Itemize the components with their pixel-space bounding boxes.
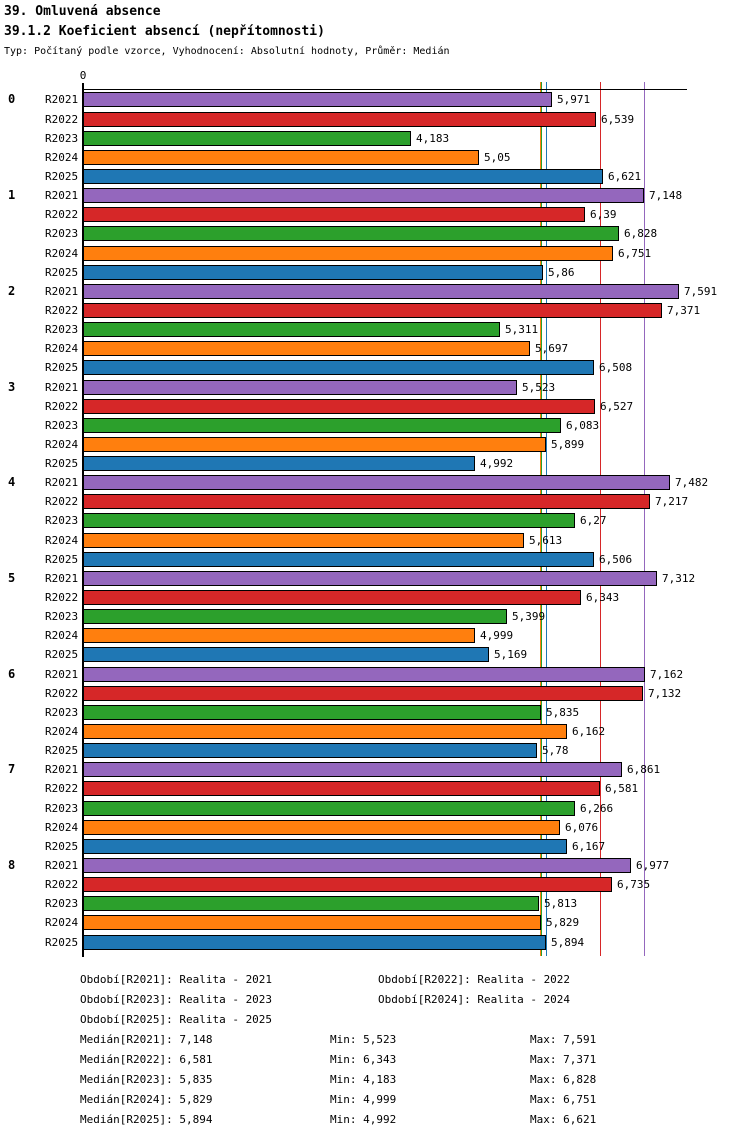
bar bbox=[83, 647, 489, 662]
group-label: 6 bbox=[8, 667, 16, 681]
bar-value-label: 5,78 bbox=[542, 744, 569, 757]
series-row-label: R2022 bbox=[45, 304, 79, 317]
bar-value-label: 5,399 bbox=[512, 610, 546, 623]
bar bbox=[83, 322, 500, 337]
series-row-label: R2021 bbox=[45, 285, 79, 298]
series-row-label: R2025 bbox=[45, 361, 79, 374]
stat-median-r2022: Medián[R2022]: 6,581 bbox=[80, 1053, 213, 1066]
bar-value-label: 6,266 bbox=[580, 802, 614, 815]
group-label: 4 bbox=[8, 475, 16, 489]
bar-value-label: 5,86 bbox=[548, 266, 575, 279]
series-row-label: R2024 bbox=[45, 821, 79, 834]
chart-subtitle: 39.1.2 Koeficient absencí (nepřítomnosti) bbox=[4, 24, 325, 39]
bar-value-label: 5,311 bbox=[505, 323, 539, 336]
stat-max-r2025: Max: 6,621 bbox=[530, 1113, 597, 1126]
series-row-label: R2023 bbox=[45, 227, 79, 240]
chart-meta-line: Typ: Počítaný podle vzorce, Vyhodnocení: Absolutní hodnoty, Průměr: Medián bbox=[4, 46, 450, 57]
group-label: 5 bbox=[8, 571, 16, 585]
bar-value-label: 6,167 bbox=[572, 840, 606, 853]
series-row-label: R2022 bbox=[45, 782, 79, 795]
bar-value-label: 5,899 bbox=[551, 438, 585, 451]
bar-value-label: 6,861 bbox=[627, 763, 661, 776]
series-row-label: R2025 bbox=[45, 553, 79, 566]
bar bbox=[83, 724, 567, 739]
series-row-label: R2021 bbox=[45, 476, 79, 489]
bar-value-label: 5,523 bbox=[522, 381, 556, 394]
series-row-label: R2025 bbox=[45, 936, 79, 949]
bar-value-label: 6,076 bbox=[565, 821, 599, 834]
series-row-label: R2024 bbox=[45, 342, 79, 355]
bar bbox=[83, 188, 644, 203]
bar bbox=[83, 399, 595, 414]
legend-period-r2023: Období[R2023]: Realita - 2023 bbox=[80, 993, 273, 1006]
series-row-label: R2025 bbox=[45, 744, 79, 757]
stat-min-r2024: Min: 4,999 bbox=[330, 1093, 397, 1106]
series-row-label: R2024 bbox=[45, 247, 79, 260]
series-row-label: R2024 bbox=[45, 725, 79, 738]
bar bbox=[83, 246, 613, 261]
series-row-label: R2021 bbox=[45, 381, 79, 394]
bar-value-label: 6,828 bbox=[624, 227, 658, 240]
series-row-label: R2022 bbox=[45, 400, 79, 413]
series-row-label: R2023 bbox=[45, 802, 79, 815]
bar bbox=[83, 686, 643, 701]
bar-value-label: 5,697 bbox=[535, 342, 569, 355]
series-row-label: R2024 bbox=[45, 629, 79, 642]
bar-value-label: 7,312 bbox=[662, 572, 696, 585]
bar-value-label: 7,148 bbox=[649, 189, 683, 202]
bar-value-label: 5,05 bbox=[484, 151, 511, 164]
bar bbox=[83, 609, 507, 624]
bar-value-label: 7,591 bbox=[684, 285, 718, 298]
median-line-r2021 bbox=[644, 82, 645, 956]
series-row-label: R2023 bbox=[45, 323, 79, 336]
bar bbox=[83, 207, 585, 222]
bar-value-label: 6,343 bbox=[586, 591, 620, 604]
bar bbox=[83, 418, 561, 433]
bar-value-label: 5,894 bbox=[551, 936, 585, 949]
series-row-label: R2024 bbox=[45, 916, 79, 929]
stat-median-r2021: Medián[R2021]: 7,148 bbox=[80, 1033, 213, 1046]
bar-value-label: 6,39 bbox=[590, 208, 617, 221]
bar-value-label: 6,162 bbox=[572, 725, 606, 738]
bar-value-label: 7,162 bbox=[650, 668, 684, 681]
bar bbox=[83, 303, 662, 318]
legend-period-r2025: Období[R2025]: Realita - 2025 bbox=[80, 1013, 273, 1026]
bar-value-label: 6,527 bbox=[600, 400, 634, 413]
series-row-label: R2024 bbox=[45, 151, 79, 164]
series-row-label: R2023 bbox=[45, 514, 79, 527]
stat-min-r2021: Min: 5,523 bbox=[330, 1033, 397, 1046]
series-row-label: R2022 bbox=[45, 113, 79, 126]
bar bbox=[83, 896, 539, 911]
legend-period-r2024: Období[R2024]: Realita - 2024 bbox=[378, 993, 571, 1006]
bar bbox=[83, 112, 596, 127]
bar-value-label: 6,508 bbox=[599, 361, 633, 374]
bar-value-label: 4,183 bbox=[416, 132, 450, 145]
bar bbox=[83, 781, 600, 796]
series-row-label: R2021 bbox=[45, 93, 79, 106]
bar bbox=[83, 667, 645, 682]
group-label: 3 bbox=[8, 380, 16, 394]
bar-value-label: 5,835 bbox=[546, 706, 580, 719]
bar-value-label: 6,581 bbox=[605, 782, 639, 795]
bar bbox=[83, 341, 530, 356]
series-row-label: R2021 bbox=[45, 572, 79, 585]
stat-min-r2023: Min: 4,183 bbox=[330, 1073, 397, 1086]
bar-value-label: 6,977 bbox=[636, 859, 670, 872]
bar bbox=[83, 628, 475, 643]
stat-min-r2022: Min: 6,343 bbox=[330, 1053, 397, 1066]
series-row-label: R2021 bbox=[45, 763, 79, 776]
y-axis-line bbox=[82, 83, 84, 957]
stat-min-r2025: Min: 4,992 bbox=[330, 1113, 397, 1126]
group-label: 1 bbox=[8, 188, 16, 202]
series-row-label: R2021 bbox=[45, 668, 79, 681]
series-row-label: R2025 bbox=[45, 170, 79, 183]
legend-period-r2021: Období[R2021]: Realita - 2021 bbox=[80, 973, 273, 986]
series-row-label: R2024 bbox=[45, 534, 79, 547]
bar bbox=[83, 801, 575, 816]
bar bbox=[83, 226, 619, 241]
series-row-label: R2023 bbox=[45, 610, 79, 623]
bar bbox=[83, 131, 411, 146]
bar bbox=[83, 877, 612, 892]
series-row-label: R2023 bbox=[45, 132, 79, 145]
bar bbox=[83, 533, 524, 548]
series-row-label: R2022 bbox=[45, 687, 79, 700]
x-axis-line bbox=[83, 89, 687, 90]
bar bbox=[83, 858, 631, 873]
series-row-label: R2024 bbox=[45, 438, 79, 451]
bar-value-label: 6,27 bbox=[580, 514, 607, 527]
group-label: 2 bbox=[8, 284, 16, 298]
bar-value-label: 7,217 bbox=[655, 495, 689, 508]
series-row-label: R2023 bbox=[45, 706, 79, 719]
series-row-label: R2025 bbox=[45, 840, 79, 853]
stat-max-r2021: Max: 7,591 bbox=[530, 1033, 597, 1046]
series-row-label: R2023 bbox=[45, 897, 79, 910]
series-row-label: R2022 bbox=[45, 591, 79, 604]
bar-value-label: 7,132 bbox=[648, 687, 682, 700]
stat-median-r2024: Medián[R2024]: 5,829 bbox=[80, 1093, 213, 1106]
bar bbox=[83, 169, 603, 184]
bar bbox=[83, 552, 594, 567]
series-row-label: R2021 bbox=[45, 859, 79, 872]
stat-max-r2022: Max: 7,371 bbox=[530, 1053, 597, 1066]
bar-value-label: 5,169 bbox=[494, 648, 528, 661]
bar bbox=[83, 743, 537, 758]
bar-value-label: 6,751 bbox=[618, 247, 652, 260]
bar-value-label: 6,735 bbox=[617, 878, 651, 891]
bar-value-label: 7,482 bbox=[675, 476, 709, 489]
bar-value-label: 7,371 bbox=[667, 304, 701, 317]
bar bbox=[83, 571, 657, 586]
group-label: 8 bbox=[8, 858, 16, 872]
x-axis-tick-label: 0 bbox=[79, 69, 87, 82]
series-row-label: R2022 bbox=[45, 495, 79, 508]
legend-period-r2022: Období[R2022]: Realita - 2022 bbox=[378, 973, 571, 986]
bar bbox=[83, 705, 541, 720]
bar bbox=[83, 590, 581, 605]
bar-value-label: 6,506 bbox=[599, 553, 633, 566]
bar bbox=[83, 284, 679, 299]
bar-value-label: 5,813 bbox=[544, 897, 578, 910]
bar-value-label: 4,999 bbox=[480, 629, 514, 642]
series-row-label: R2022 bbox=[45, 878, 79, 891]
series-row-label: R2021 bbox=[45, 189, 79, 202]
bar bbox=[83, 935, 546, 950]
bar bbox=[83, 513, 575, 528]
page-title: 39. Omluvená absence bbox=[4, 4, 161, 19]
series-row-label: R2022 bbox=[45, 208, 79, 221]
bar bbox=[83, 380, 517, 395]
group-label: 7 bbox=[8, 762, 16, 776]
bar-value-label: 5,613 bbox=[529, 534, 563, 547]
bar-value-label: 6,621 bbox=[608, 170, 642, 183]
bar bbox=[83, 494, 650, 509]
bar bbox=[83, 265, 543, 280]
bar-value-label: 6,539 bbox=[601, 113, 635, 126]
stat-median-r2023: Medián[R2023]: 5,835 bbox=[80, 1073, 213, 1086]
bar bbox=[83, 92, 552, 107]
bar-value-label: 5,971 bbox=[557, 93, 591, 106]
group-label: 0 bbox=[8, 92, 16, 106]
series-row-label: R2025 bbox=[45, 648, 79, 661]
bar bbox=[83, 360, 594, 375]
stat-median-r2025: Medián[R2025]: 5,894 bbox=[80, 1113, 213, 1126]
bar-value-label: 4,992 bbox=[480, 457, 514, 470]
stat-max-r2024: Max: 6,751 bbox=[530, 1093, 597, 1106]
bar bbox=[83, 456, 475, 471]
bar bbox=[83, 762, 622, 777]
bar bbox=[83, 839, 567, 854]
bar bbox=[83, 820, 560, 835]
series-row-label: R2023 bbox=[45, 419, 79, 432]
bar-value-label: 5,829 bbox=[546, 916, 580, 929]
bar bbox=[83, 437, 546, 452]
bar-value-label: 6,083 bbox=[566, 419, 600, 432]
bar bbox=[83, 150, 479, 165]
series-row-label: R2025 bbox=[45, 457, 79, 470]
bar bbox=[83, 475, 670, 490]
bar bbox=[83, 915, 541, 930]
series-row-label: R2025 bbox=[45, 266, 79, 279]
stat-max-r2023: Max: 6,828 bbox=[530, 1073, 597, 1086]
